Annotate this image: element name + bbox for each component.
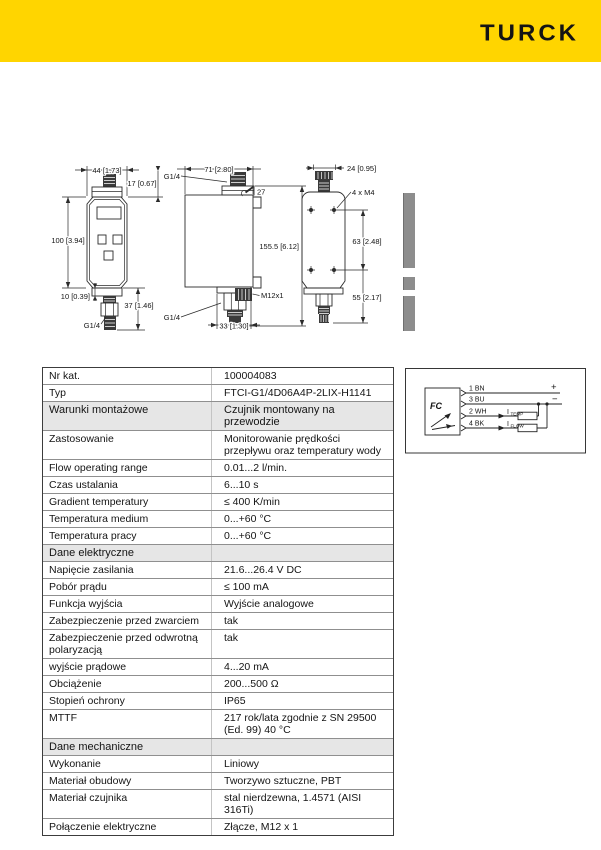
dim-label: 44 [1.73] (92, 165, 122, 175)
spec-row (43, 630, 393, 659)
spec-value: tak (211, 630, 393, 658)
spec-value: stal nierdzewna, 1.4571 (AISI 316Ti) (211, 790, 393, 818)
spec-row (43, 385, 393, 402)
dim-label: 63 [2.48] (352, 237, 382, 246)
spec-value: 0...+60 °C (211, 511, 393, 527)
spec-label: Zabezpieczenie przed zwarciem (49, 615, 199, 627)
spec-label: Napięcie zasilania (49, 564, 134, 576)
section-row (43, 739, 393, 756)
spec-label: MTTF (49, 712, 77, 724)
pin-label: 4 BK (469, 420, 485, 428)
spec-row (43, 613, 393, 630)
spec-value: 217 rok/lata zgodnie z SN 29500 (Ed. 99) 40 °C (211, 710, 393, 738)
spec-value: 200...500 Ω (211, 676, 393, 692)
flow-sensor-icon (431, 413, 455, 430)
port-label: G1/4 (83, 321, 100, 330)
spec-row (43, 790, 393, 819)
dim-label: 33 [1.30] (219, 321, 249, 331)
wiring-diagram (405, 368, 586, 454)
section-row (43, 402, 393, 431)
spec-label: Flow operating range (49, 462, 148, 474)
current-temp-label: I (507, 409, 509, 416)
spec-label: Czas ustalania (49, 479, 118, 491)
spec-label: Temperatura pracy (49, 530, 137, 542)
dim-label: 10 [0.39] (60, 292, 90, 301)
spec-row (43, 676, 393, 693)
spec-label: Dane elektryczne (49, 547, 134, 559)
spec-row (43, 477, 393, 494)
spec-row (43, 710, 393, 739)
spec-value: Tworzywo sztuczne, PBT (211, 773, 393, 789)
port-label: G1/4 (163, 313, 180, 322)
spec-row (43, 460, 393, 477)
spec-row (43, 368, 393, 385)
spec-label: Stopień ochrony (49, 695, 125, 707)
spec-value: 0.01...2 l/min. (211, 460, 393, 476)
spec-value (211, 545, 393, 561)
minus-sign: − (552, 394, 558, 405)
product-photo-strip (403, 277, 415, 290)
spec-value: Czujnik montowany na przewodzie (211, 402, 393, 430)
dim-label: 37 [1.46] (124, 301, 154, 310)
spec-row (43, 431, 393, 460)
spec-table (42, 367, 394, 836)
spec-row (43, 528, 393, 545)
spec-value: Złącze, M12 x 1 (211, 819, 393, 835)
drawing-side-view (164, 165, 306, 331)
spec-label: Temperatura medium (49, 513, 149, 525)
spec-value: FTCI-G1/4D06A4P-2LIX-H1141 (211, 385, 393, 401)
screw-holes (307, 206, 338, 274)
spec-row (43, 562, 393, 579)
drawing-back-view (302, 164, 382, 323)
product-photo-strip (403, 193, 415, 268)
spec-row (43, 659, 393, 676)
spec-value: IP65 (211, 693, 393, 709)
spec-label: Materiał obudowy (49, 775, 132, 787)
dim-label: 100 [3.94] (51, 236, 85, 245)
dimension-drawings (45, 156, 420, 348)
device-label: FC (430, 401, 442, 411)
spec-row (43, 693, 393, 710)
dim-label: 55 [2.17] (352, 293, 382, 302)
spec-label: Połączenie elektryczne (49, 821, 157, 833)
spec-label: Funkcja wyjścia (49, 598, 123, 610)
header-bar (0, 0, 601, 62)
spec-value: 100004083 (211, 368, 393, 384)
wrench-size-label: 27 (257, 187, 266, 197)
port-label: G1/4 (163, 172, 180, 181)
turck-logo: TURCK (480, 20, 579, 47)
pin-label: 3 BU (469, 396, 485, 404)
spec-label: Nr kat. (49, 370, 80, 382)
connector-label: M12x1 (261, 291, 284, 300)
spec-row (43, 773, 393, 790)
spec-label: Dane mechaniczne (49, 741, 144, 753)
spec-value: 0...+60 °C (211, 528, 393, 544)
spec-value: Liniowy (211, 756, 393, 772)
spec-value: ≤ 400 K/min (211, 494, 393, 510)
screws-label: 4 x M4 (352, 188, 375, 197)
spec-label: Gradient temperatury (49, 496, 149, 508)
spec-row (43, 756, 393, 773)
section-row (43, 545, 393, 562)
spec-value: Wyjście analogowe (211, 596, 393, 612)
pin-label: 2 WH (469, 408, 487, 416)
current-temp-sub: TEMP (510, 411, 524, 417)
current-flow-label: I (507, 421, 509, 428)
spec-row (43, 819, 393, 835)
spec-row (43, 494, 393, 511)
spec-label: Materiał czujnika (49, 792, 128, 804)
spec-label: Warunki montażowe (49, 404, 149, 416)
dim-label: 155.5 [6.12] (259, 242, 299, 251)
spec-label: Zastosowanie (49, 433, 114, 445)
spec-label: Wykonanie (49, 758, 101, 770)
spec-value: Monitorowanie prędkości przepływu oraz temperatury wody (211, 431, 393, 459)
pin-icons (461, 390, 466, 431)
spec-value: tak (211, 613, 393, 629)
dim-label: 17 [0.67] (127, 179, 157, 188)
product-photo-strip (403, 296, 415, 331)
spec-label: Typ (49, 387, 66, 399)
spec-value: 21.6...26.4 V DC (211, 562, 393, 578)
spec-row (43, 579, 393, 596)
dim-label: 71 [2.80] (204, 164, 234, 174)
spec-value: 6...10 s (211, 477, 393, 493)
spec-label: Pobór prądu (49, 581, 107, 593)
drawing-front-view (51, 166, 163, 330)
pin-label: 1 BN (469, 385, 485, 393)
spec-label: wyjście prądowe (49, 661, 127, 673)
spec-value: 4...20 mA (211, 659, 393, 675)
spec-row (43, 511, 393, 528)
spec-value: ≤ 100 mA (211, 579, 393, 595)
plus-sign: + (551, 382, 557, 393)
current-flow-sub: FLOW (510, 423, 524, 429)
spec-value (211, 739, 393, 755)
spec-row (43, 596, 393, 613)
spec-label: Obciążenie (49, 678, 102, 690)
dim-label: 24 [0.95] (347, 163, 377, 173)
spec-label: Zabezpieczenie przed odwrotną polaryzacją (49, 632, 198, 656)
